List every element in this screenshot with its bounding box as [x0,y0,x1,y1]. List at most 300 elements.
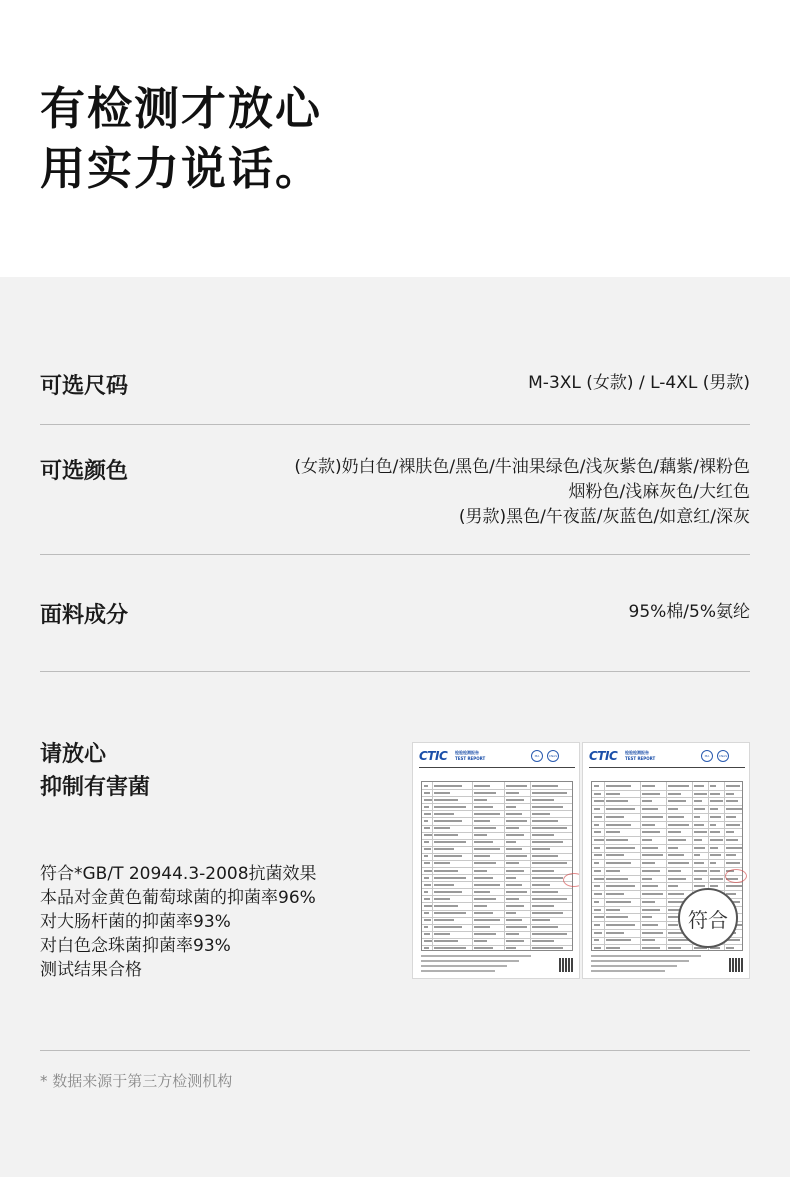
table-text-stroke [642,793,660,795]
table-text-stroke [532,806,563,808]
assurance-title-line-1: 请放心 [40,742,107,767]
table-text-stroke [424,848,431,850]
table-text-stroke [474,820,490,822]
table-text-stroke [694,854,700,856]
table-text-stroke [424,806,429,808]
table-text-stroke [594,800,604,802]
table-text-stroke [710,785,716,787]
table-text-stroke [434,862,450,864]
table-text-stroke [594,947,601,949]
table-text-stroke [506,912,516,914]
table-text-stroke [424,855,428,857]
assurance-line: 测试结果合格 [40,960,142,980]
table-text-stroke [434,827,450,829]
table-text-stroke [594,839,604,841]
table-text-stroke [594,870,601,872]
table-text-stroke [606,947,620,949]
footnote: * 数据来源于第三方检测机构 [40,1072,233,1090]
table-text-stroke [434,806,466,808]
table-rule [422,910,572,911]
table-rule [472,782,473,950]
table-text-stroke [710,854,721,856]
table-text-stroke [424,926,428,928]
table-text-stroke [726,947,734,949]
table-text-stroke [642,909,660,911]
table-text-stroke [668,939,689,941]
table-text-stroke [474,947,493,949]
table-rule [422,832,572,833]
table-text-stroke [606,901,631,903]
table-text-stroke [434,898,450,900]
table-text-stroke [506,813,522,815]
table-text-stroke [424,792,430,794]
table-rule [422,846,572,847]
table-text-stroke [532,862,567,864]
table-text-stroke [710,878,723,880]
table-text-stroke [726,808,742,810]
table-text-stroke [474,933,496,935]
table-text-stroke [642,939,655,941]
footer-text-stroke [591,960,689,962]
hero-section [0,0,790,277]
table-text-stroke [434,870,458,872]
table-rule [432,782,433,950]
table-text-stroke [434,855,462,857]
table-text-stroke [424,785,428,787]
footer-text-stroke [421,960,519,962]
table-text-stroke [434,813,454,815]
table-text-stroke [642,831,660,833]
table-text-stroke [694,808,705,810]
size-value: M-3XL (女款) / L-4XL (男款) [528,373,750,393]
table-rule [604,782,605,950]
table-text-stroke [474,862,496,864]
report-title-cn: 检验检测报告 [455,750,479,755]
table-text-stroke [506,792,519,794]
table-text-stroke [710,870,720,872]
table-text-stroke [506,862,519,864]
table-rule [592,797,742,798]
report-footer [421,955,551,975]
table-text-stroke [642,854,663,856]
table-text-stroke [506,806,516,808]
table-text-stroke [606,816,624,818]
report-logo: CTIC [589,749,618,763]
table-text-stroke [642,847,658,849]
table-rule [666,782,667,950]
assurance-details [40,862,317,982]
table-text-stroke [710,824,716,826]
test-report-image-1 [412,742,580,979]
report-meta-line [589,767,745,775]
table-text-stroke [726,847,742,849]
table-text-stroke [710,793,720,795]
table-text-stroke [594,847,600,849]
table-text-stroke [532,926,558,928]
table-text-stroke [606,839,628,841]
table-text-stroke [594,862,599,864]
table-rule [422,839,572,840]
table-text-stroke [532,877,563,879]
table-text-stroke [424,898,430,900]
cnas-seal-icon: CNAS [717,750,729,762]
table-rule [422,881,572,882]
table-text-stroke [474,799,487,801]
cnas-seal-icon: CNAS [547,750,559,762]
table-text-stroke [726,824,740,826]
table-text-stroke [532,912,563,914]
table-text-stroke [474,912,493,914]
footer-text-stroke [421,955,531,957]
table-text-stroke [474,785,490,787]
table-text-stroke [434,792,450,794]
assurance-line: 对大肠杆菌的抑菌率93% [40,912,231,932]
table-text-stroke [532,933,567,935]
table-text-stroke [594,909,601,911]
table-text-stroke [594,878,604,880]
table-text-stroke [594,793,601,795]
table-text-stroke [726,854,736,856]
table-rule [422,931,572,932]
table-text-stroke [694,831,707,833]
report-footer [591,955,721,975]
table-text-stroke [606,885,635,887]
table-text-stroke [642,885,658,887]
table-text-stroke [606,785,631,787]
table-rule [592,852,742,853]
table-rule [422,874,572,875]
table-text-stroke [594,939,599,941]
table-text-stroke [710,831,720,833]
table-text-stroke [506,848,522,850]
table-text-stroke [606,854,624,856]
table-text-stroke [434,891,462,893]
hero-headline-2: 用实力说话。 [40,142,323,195]
table-text-stroke [424,827,430,829]
table-text-stroke [694,862,704,864]
table-rule [592,836,742,837]
table-rule [592,875,742,876]
table-text-stroke [434,841,466,843]
table-text-stroke [474,926,490,928]
table-text-stroke [642,785,655,787]
test-report-image-2 [582,742,750,979]
report-logo: CTIC [419,749,448,763]
table-text-stroke [710,847,718,849]
table-text-stroke [532,792,567,794]
table-text-stroke [506,898,519,900]
table-rule [422,853,572,854]
report-title [625,750,655,762]
table-rule [640,782,641,950]
table-text-stroke [424,933,430,935]
table-text-stroke [506,933,519,935]
table-text-stroke [424,841,429,843]
table-text-stroke [642,870,660,872]
table-rule [422,803,572,804]
table-rule [592,867,742,868]
table-text-stroke [506,785,527,787]
table-text-stroke [668,800,686,802]
table-text-stroke [424,912,429,914]
table-text-stroke [532,905,554,907]
table-rule [422,789,572,790]
table-text-stroke [606,870,620,872]
table-text-stroke [606,831,620,833]
table-text-stroke [434,884,454,886]
table-rule [592,790,742,791]
table-text-stroke [506,855,527,857]
table-text-stroke [506,870,524,872]
footer-text-stroke [591,955,701,957]
table-rule [592,813,742,814]
table-text-stroke [642,839,652,841]
table-text-stroke [594,785,599,787]
table-text-stroke [532,813,550,815]
table-text-stroke [434,848,454,850]
table-text-stroke [606,824,631,826]
table-rule [422,938,572,939]
table-rule [592,805,742,806]
table-text-stroke [594,854,602,856]
table-text-stroke [474,919,500,921]
divider [40,1050,750,1051]
table-text-stroke [668,862,689,864]
table-text-stroke [694,793,707,795]
fabric-label: 面料成分 [40,603,129,628]
table-text-stroke [424,919,431,921]
table-text-stroke [726,831,734,833]
table-text-stroke [668,924,678,926]
table-rule [422,825,572,826]
qr-code-icon [729,958,743,972]
report-table [421,781,573,951]
table-text-stroke [434,820,462,822]
table-text-stroke [668,878,686,880]
table-text-stroke [694,839,702,841]
table-text-stroke [434,905,458,907]
table-rule [422,817,572,818]
table-text-stroke [424,947,429,949]
table-text-stroke [642,947,660,949]
table-text-stroke [594,924,600,926]
table-text-stroke [474,898,496,900]
table-text-stroke [710,800,723,802]
table-text-stroke [532,919,550,921]
table-text-stroke [668,870,681,872]
divider [40,554,750,555]
table-text-stroke [506,884,522,886]
conform-badge: 符合 [678,888,738,948]
table-text-stroke [668,854,684,856]
table-text-stroke [606,916,628,918]
table-text-stroke [424,870,432,872]
table-text-stroke [434,877,466,879]
table-text-stroke [506,926,527,928]
table-text-stroke [474,827,496,829]
color-value [294,455,750,530]
table-text-stroke [726,785,740,787]
assurance-line: 对白色念珠菌抑菌率93% [40,936,231,956]
table-text-stroke [710,885,718,887]
red-stamp-icon [563,873,580,887]
assurance-line: 符合*GB/T 20944.3-2008抗菌效果 [40,864,317,884]
table-text-stroke [434,785,462,787]
table-text-stroke [474,877,493,879]
table-text-stroke [606,909,620,911]
table-text-stroke [424,820,428,822]
table-rule [422,810,572,811]
table-text-stroke [710,862,716,864]
table-text-stroke [668,824,689,826]
table-text-stroke [606,939,631,941]
table-rule [422,902,572,903]
table-text-stroke [668,816,684,818]
accreditation-seal-icon: MA [701,750,713,762]
table-text-stroke [532,870,554,872]
color-line-3: (男款)黑色/午夜蓝/灰蓝色/如意红/深灰 [458,507,750,527]
table-text-stroke [424,862,430,864]
table-text-stroke [694,870,707,872]
divider [40,424,750,425]
table-rule [530,782,531,950]
table-text-stroke [506,841,516,843]
table-text-stroke [726,862,740,864]
table-text-stroke [668,847,678,849]
table-rule [422,945,572,946]
table-text-stroke [606,878,628,880]
table-text-stroke [642,916,652,918]
footer-text-stroke [421,970,495,972]
accreditation-seal-icon: MA [531,750,543,762]
report-title-cn: 检验检测报告 [625,750,649,755]
table-text-stroke [532,827,567,829]
table-text-stroke [668,793,681,795]
table-text-stroke [726,800,738,802]
table-rule [422,796,572,797]
table-text-stroke [506,834,524,836]
table-text-stroke [642,816,663,818]
table-text-stroke [642,824,655,826]
color-line-1: (女款)奶白色/裸肤色/黑色/牛油果绿色/浅灰紫色/藕紫/裸粉色 [294,457,750,477]
table-text-stroke [434,940,458,942]
table-text-stroke [532,841,563,843]
table-text-stroke [642,878,652,880]
table-text-stroke [694,824,704,826]
table-text-stroke [606,808,635,810]
report-header [419,749,575,763]
table-text-stroke [474,884,500,886]
table-text-stroke [594,824,599,826]
table-text-stroke [474,806,493,808]
table-text-stroke [594,932,602,934]
table-text-stroke [506,799,524,801]
table-text-stroke [642,924,658,926]
table-text-stroke [606,932,624,934]
table-text-stroke [726,885,742,887]
table-text-stroke [424,940,432,942]
table-text-stroke [642,800,652,802]
table-rule [422,895,572,896]
table-rule [592,844,742,845]
table-text-stroke [424,891,428,893]
table-text-stroke [726,793,734,795]
table-text-stroke [532,947,563,949]
table-text-stroke [642,808,658,810]
table-text-stroke [642,862,655,864]
report-title-en: TEST REPORT [455,756,486,761]
table-text-stroke [434,912,466,914]
table-text-stroke [532,855,558,857]
table-text-stroke [668,839,686,841]
table-text-stroke [424,834,432,836]
footer-text-stroke [421,965,507,967]
table-text-stroke [474,834,487,836]
table-text-stroke [506,947,516,949]
table-text-stroke [474,870,487,872]
table-text-stroke [694,878,702,880]
color-label: 可选颜色 [40,459,129,484]
table-text-stroke [594,808,600,810]
table-text-stroke [668,785,689,787]
table-text-stroke [532,848,550,850]
table-text-stroke [606,924,635,926]
table-text-stroke [424,799,432,801]
table-text-stroke [594,916,604,918]
table-text-stroke [474,813,500,815]
table-text-stroke [710,816,721,818]
table-text-stroke [506,820,527,822]
table-text-stroke [642,932,663,934]
table-text-stroke [532,834,554,836]
table-rule [592,859,742,860]
assurance-title [40,738,150,804]
table-text-stroke [726,839,738,841]
table-text-stroke [474,792,496,794]
table-text-stroke [506,940,524,942]
table-text-stroke [594,893,602,895]
report-header [589,749,745,763]
table-text-stroke [532,891,558,893]
table-text-stroke [532,785,558,787]
table-text-stroke [694,800,702,802]
table-text-stroke [594,831,601,833]
table-text-stroke [668,831,681,833]
table-text-stroke [642,893,663,895]
table-text-stroke [668,947,681,949]
table-text-stroke [434,933,450,935]
table-text-stroke [606,793,620,795]
table-text-stroke [642,901,655,903]
table-rule [592,828,742,829]
table-text-stroke [474,855,490,857]
table-text-stroke [506,891,527,893]
table-text-stroke [506,905,524,907]
report-meta-line [419,767,575,775]
table-text-stroke [506,919,522,921]
footer-text-stroke [591,970,665,972]
table-text-stroke [606,847,635,849]
table-text-stroke [532,884,550,886]
table-rule [422,924,572,925]
table-text-stroke [668,885,678,887]
table-text-stroke [594,816,602,818]
table-text-stroke [694,885,705,887]
fabric-value: 95%棉/5%氨纶 [628,602,750,622]
table-text-stroke [606,862,631,864]
table-text-stroke [710,808,718,810]
red-stamp-icon [725,869,747,883]
